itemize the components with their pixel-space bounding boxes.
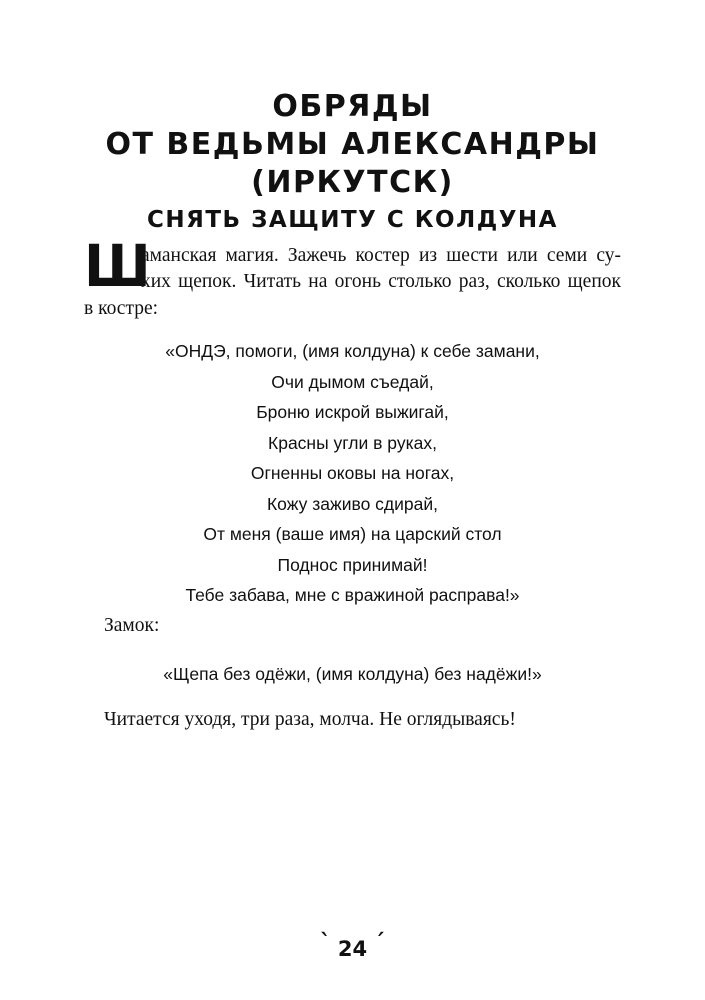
verse-line: Очи дымом съедай, [271, 371, 434, 392]
verse-line: Огненны оковы на ногах, [250, 463, 455, 483]
lock-verse: «Щепа без одёжи, (имя колдуна) без надёжи!» [163, 664, 542, 684]
chapter-title-line: ОТ ВЕДЬМЫ АЛЕКСАНДРЫ [105, 127, 600, 162]
page-number [0, 930, 705, 963]
verse-line: Красны угли в руках, [268, 432, 437, 453]
intro-line: в костре: [84, 298, 159, 319]
verse-line: Поднос принимай! [277, 554, 428, 575]
verse-line: Тебе забава, мне с вражиной расправа!» [185, 585, 520, 605]
chapter-title-line: ОБРЯДЫ [272, 89, 433, 124]
intro-line: аманская магия. Зажечь костер из шести или семи су- [141, 245, 621, 266]
intro-line: хих щепок. Читать на огонь столько раз, сколько щепок [141, 271, 621, 292]
page-number-right-mark: ´ [374, 930, 386, 956]
incantation-verse [0, 336, 705, 611]
verse-line: Броню искрой выжигай, [256, 402, 449, 422]
verse-line: Кожу заживо сдирай, [266, 493, 439, 514]
page-number-left-mark: ` [319, 930, 331, 956]
lock-label: Замок: [104, 615, 160, 636]
verse-line: От меня (ваше имя) на царский стол [203, 524, 502, 544]
page-number-value: 24 [337, 937, 368, 961]
chapter-title-line: (ИРКУТСК) [251, 165, 454, 200]
chapter-title [0, 88, 705, 202]
closing-instruction: Читается уходя, три раза, молча. Не оглядываясь! [104, 709, 516, 730]
section-title: СНЯТЬ ЗАЩИТУ С КОЛДУНА [147, 207, 558, 233]
drop-cap: Ш [84, 232, 151, 300]
verse-line: «ОНДЭ, помоги, (имя колдуна) к себе замани, [165, 341, 540, 361]
